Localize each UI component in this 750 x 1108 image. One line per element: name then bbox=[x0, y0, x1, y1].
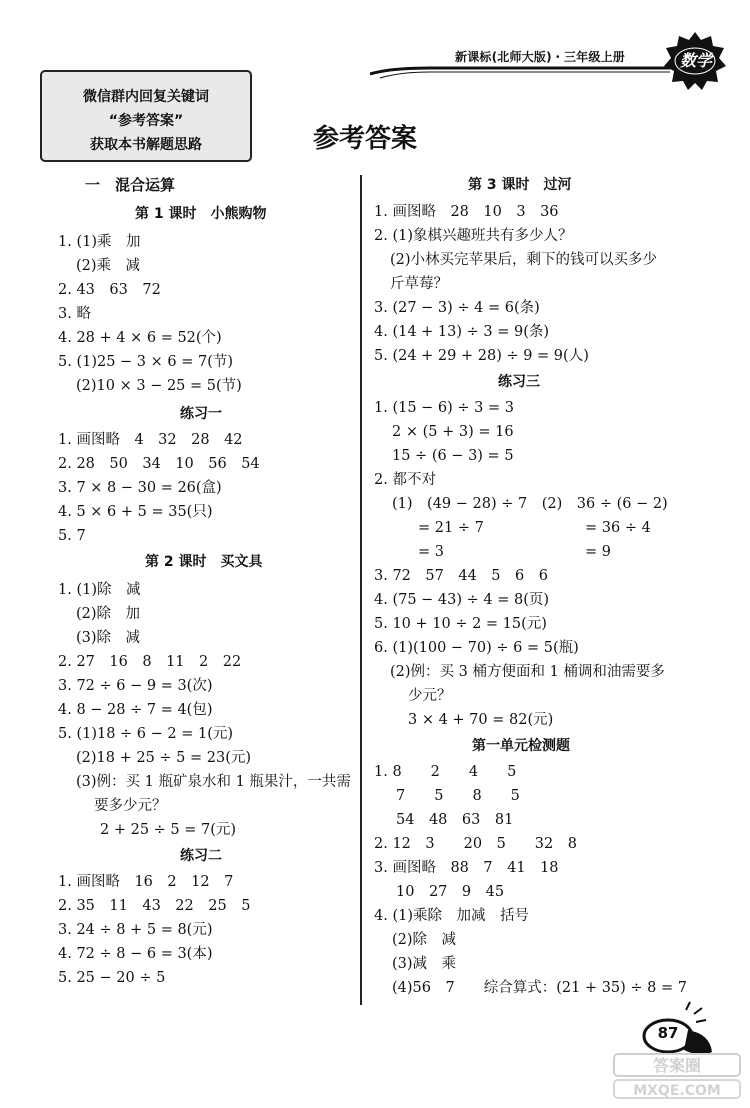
answer-line: 1. (1)除 减 bbox=[58, 582, 141, 598]
answer-line: 5. (24 + 29 + 28) ÷ 9 = 9(人) bbox=[374, 348, 589, 364]
section-heading: 练习一 bbox=[180, 406, 222, 422]
answer-line: = 9 bbox=[585, 544, 611, 560]
answer-line: 1. 画图略 16 2 12 7 bbox=[58, 874, 234, 890]
answer-line: (3)减 乘 bbox=[392, 956, 457, 972]
answer-line: 2 × (5 + 3) = 16 bbox=[392, 424, 514, 440]
answer-line: (2)乘 减 bbox=[76, 258, 141, 274]
answer-line: (2)例：买 3 桶方便面和 1 桶调和油需要多 bbox=[390, 664, 665, 680]
section-heading: 第 1 课时 小熊购物 bbox=[135, 206, 267, 222]
answer-line: 5. 7 bbox=[58, 528, 86, 544]
header-decoration bbox=[370, 58, 670, 80]
notice-line-3: 获取本书解题思路 bbox=[90, 137, 202, 153]
answer-line: = 3 bbox=[418, 544, 444, 560]
notice-line-2: “参考答案” bbox=[108, 113, 184, 129]
answer-line: (2)小林买完苹果后，剩下的钱可以买多少 bbox=[390, 252, 658, 268]
answer-line: 1. (1)乘 加 bbox=[58, 234, 141, 250]
answer-line: 3. 72 57 44 5 6 6 bbox=[374, 568, 548, 584]
answer-line: 4. 8 − 28 ÷ 7 = 4(包) bbox=[58, 702, 213, 718]
answer-line: 2. (1)象棋兴趣班共有多少人？ bbox=[374, 228, 573, 244]
answer-line: 4. 72 ÷ 8 − 6 = 3(本) bbox=[58, 946, 213, 962]
section-heading: 第一单元检测题 bbox=[472, 738, 570, 754]
answer-line: 5. (1)18 ÷ 6 − 2 = 1(元) bbox=[58, 726, 234, 742]
answer-line: (2)18 + 25 ÷ 5 = 23(元) bbox=[76, 750, 252, 766]
answer-line: 斤草莓？ bbox=[390, 276, 448, 292]
answer-line: 4. 5 × 6 + 5 = 35(只) bbox=[58, 504, 213, 520]
answer-line: 3. 略 bbox=[58, 306, 91, 322]
svg-text:答案圈: 答案圈 bbox=[652, 1056, 702, 1075]
section-heading: 练习二 bbox=[180, 848, 222, 864]
answer-line: 1. 8 2 4 5 bbox=[374, 764, 517, 780]
answer-line: 15 ÷ (6 − 3) = 5 bbox=[392, 448, 514, 464]
book-series-label: 新课标(北师大版)・三年级上册 bbox=[455, 50, 625, 64]
answer-line: 2. 27 16 8 11 2 22 bbox=[58, 654, 242, 670]
answer-line: 10 27 9 45 bbox=[396, 884, 505, 900]
section-heading: 一 混合运算 bbox=[85, 176, 176, 194]
answer-line: 2. 28 50 34 10 56 54 bbox=[58, 456, 260, 472]
answer-line: (2)10 × 3 − 25 = 5(节) bbox=[76, 378, 242, 394]
answer-line: 2. 12 3 20 5 32 8 bbox=[374, 836, 577, 852]
answer-line: 7 5 8 5 bbox=[396, 788, 520, 804]
notice-line-1: 微信群内回复关键词 bbox=[83, 89, 209, 105]
site-watermark-logo bbox=[610, 1052, 745, 1102]
answer-line: 5. (1)25 − 3 × 6 = 7(节) bbox=[58, 354, 234, 370]
answer-line: 2. 35 11 43 22 25 5 bbox=[58, 898, 251, 914]
answer-line: 3 × 4 + 70 = 82(元) bbox=[408, 712, 554, 728]
section-heading: 第 3 课时 过河 bbox=[468, 177, 572, 193]
answer-line: = 21 ÷ 7 bbox=[418, 520, 484, 536]
answer-line: (3)除 减 bbox=[76, 630, 141, 646]
answer-line: (2)除 加 bbox=[76, 606, 141, 622]
answer-line: (2)除 减 bbox=[392, 932, 457, 948]
answer-line: (1) (49 − 28) ÷ 7 (2) 36 ÷ (6 − 2) bbox=[392, 496, 668, 512]
svg-text:MXQE.COM: MXQE.COM bbox=[633, 1083, 721, 1099]
wechat-notice-box bbox=[40, 70, 252, 162]
answer-line: (4)56 7 综合算式：(21 + 35) ÷ 8 = 7 bbox=[392, 980, 687, 996]
answer-line: 4. (1)乘除 加减 括号 bbox=[374, 908, 529, 924]
page-title: 参考答案 bbox=[312, 124, 417, 154]
answer-line: 4. (14 + 13) ÷ 3 = 9(条) bbox=[374, 324, 550, 340]
answer-line: 3. 画图略 88 7 41 18 bbox=[374, 860, 559, 876]
subject-badge-label: 数学 bbox=[679, 51, 712, 70]
answer-line: 4. (75 − 43) ÷ 4 = 8(页) bbox=[374, 592, 550, 608]
answer-line: 6. (1)(100 − 70) ÷ 6 = 5(瓶) bbox=[374, 640, 579, 656]
section-heading: 第 2 课时 买文具 bbox=[145, 554, 263, 570]
answer-line: 54 48 63 81 bbox=[396, 812, 514, 828]
section-heading: 练习三 bbox=[498, 374, 540, 390]
answer-line: 3. 7 × 8 − 30 = 26(盒) bbox=[58, 480, 222, 496]
answer-line: 5. 10 + 10 ÷ 2 = 15(元) bbox=[374, 616, 547, 632]
answer-line: 2 + 25 ÷ 5 = 7(元) bbox=[100, 822, 237, 838]
answer-line: 1. 画图略 4 32 28 42 bbox=[58, 432, 243, 448]
answer-line: 2. 都不对 bbox=[374, 472, 436, 488]
answer-line: 3. 72 ÷ 6 − 9 = 3(次) bbox=[58, 678, 213, 694]
column-divider bbox=[360, 175, 362, 1005]
answer-line: = 36 ÷ 4 bbox=[585, 520, 651, 536]
answer-line: 2. 43 63 72 bbox=[58, 282, 161, 298]
page-number: 87 bbox=[657, 1024, 679, 1042]
answer-line: 1. (15 − 6) ÷ 3 = 3 bbox=[374, 400, 514, 416]
answer-line: (3)例：买 1 瓶矿泉水和 1 瓶果汁，一共需 bbox=[76, 774, 351, 790]
answer-line: 1. 画图略 28 10 3 36 bbox=[374, 204, 559, 220]
answer-line: 5. 25 − 20 ÷ 5 bbox=[58, 970, 166, 986]
answer-line: 4. 28 + 4 × 6 = 52(个) bbox=[58, 330, 222, 346]
answer-line: 要多少元？ bbox=[94, 798, 167, 814]
answer-line: 少元？ bbox=[408, 688, 452, 704]
answer-line: 3. 24 ÷ 8 + 5 = 8(元) bbox=[58, 922, 213, 938]
answer-line: 3. (27 − 3) ÷ 4 = 6(条) bbox=[374, 300, 540, 316]
